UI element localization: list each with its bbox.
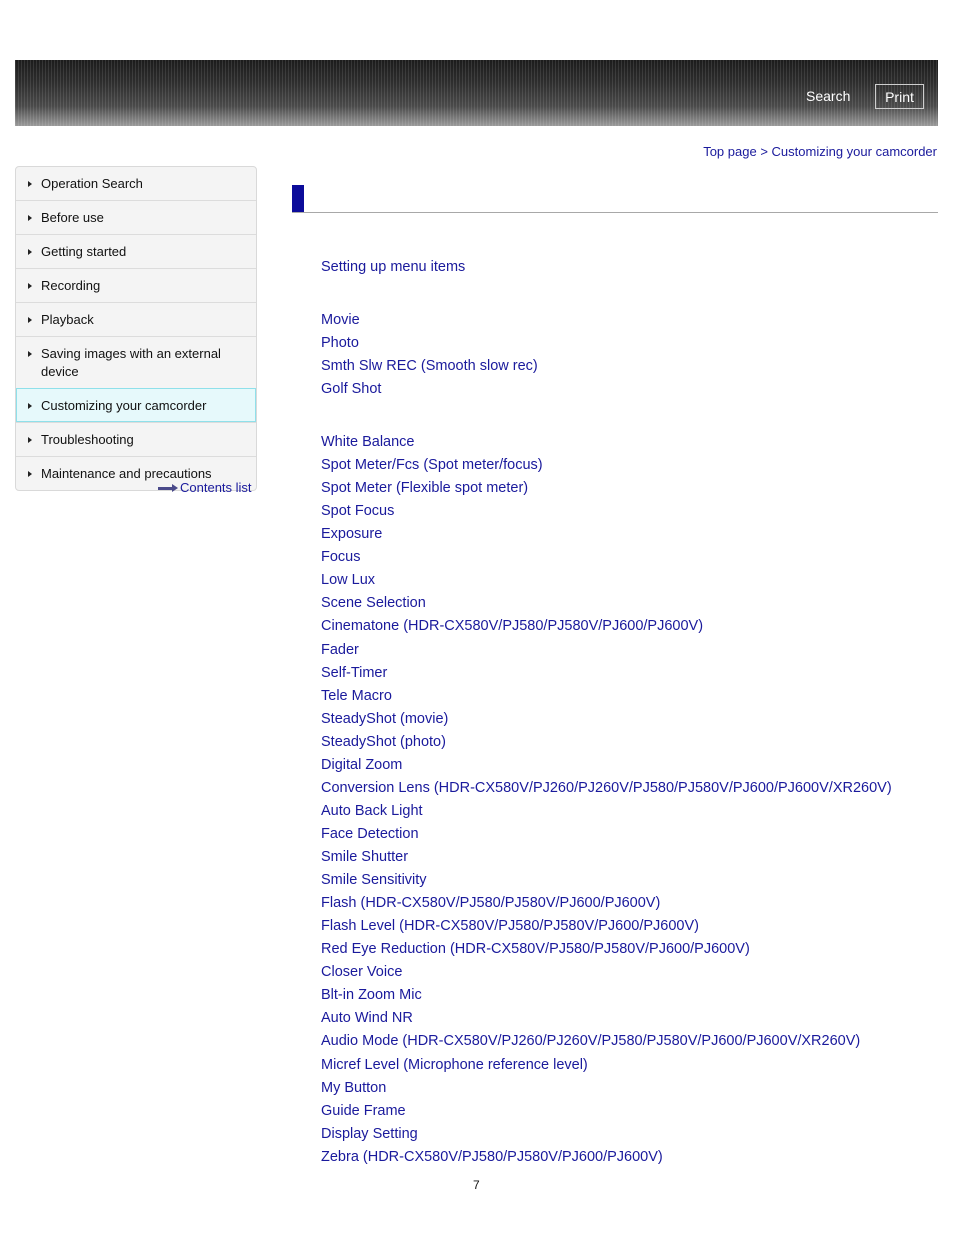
sidebar-item-playback[interactable] [16,302,256,336]
link-setting-up-menu-items[interactable]: Setting up menu items [321,259,466,275]
title-divider [292,212,938,213]
sidebar-item-customizing[interactable] [16,388,256,422]
breadcrumb-separator: > [760,144,768,159]
link-closer-voice[interactable]: Closer Voice [321,964,403,980]
sidebar-item-recording[interactable] [16,268,256,302]
link-blt-in-zoom-mic[interactable]: Blt-in Zoom Mic [321,987,422,1003]
sidebar-item-getting-started[interactable] [16,234,256,268]
link-smile-sensitivity[interactable]: Smile Sensitivity [321,872,427,888]
sidebar-item-label: Maintenance and precautions [41,466,212,481]
link-micref-level[interactable]: Micref Level (Microphone reference level) [321,1057,588,1073]
link-spot-meter-focus[interactable]: Spot Meter/Fcs (Spot meter/focus) [321,457,543,473]
link-low-lux[interactable]: Low Lux [321,572,376,588]
link-photo[interactable]: Photo [321,335,359,351]
link-audio-mode[interactable]: Audio Mode (HDR-CX580V/PJ260/PJ260V/PJ580/PJ580V/PJ600/PJ600V/XR260V) [321,1033,861,1049]
link-fader[interactable]: Fader [321,642,359,658]
link-golf-shot[interactable]: Golf Shot [321,381,382,397]
link-spot-focus[interactable]: Spot Focus [321,503,395,519]
link-flash-level[interactable]: Flash Level (HDR-CX580V/PJ580/PJ580V/PJ600/PJ600V) [321,918,699,934]
link-steadyshot-movie[interactable]: SteadyShot (movie) [321,711,449,727]
header-bar [15,60,938,126]
triangle-right-icon [28,181,32,187]
link-self-timer[interactable]: Self-Timer [321,665,388,681]
triangle-right-icon [28,283,32,289]
link-smile-shutter[interactable]: Smile Shutter [321,849,409,865]
link-conversion-lens[interactable]: Conversion Lens (HDR-CX580V/PJ260/PJ260V/PJ580/PJ580V/PJ600/PJ600V/XR260V) [321,780,892,796]
sidebar-item-saving-images[interactable] [16,336,256,388]
sidebar-item-troubleshooting[interactable] [16,422,256,456]
triangle-right-icon [28,437,32,443]
link-guide-frame[interactable]: Guide Frame [321,1103,406,1119]
title-marker [292,185,304,212]
triangle-right-icon [28,215,32,221]
contents-list-link[interactable] [158,480,252,495]
sidebar-item-operation-search[interactable] [16,167,256,200]
triangle-right-icon [28,403,32,409]
link-my-button[interactable]: My Button [321,1080,387,1096]
link-display-setting[interactable]: Display Setting [321,1126,418,1142]
contents-list-label: Contents list [180,480,252,495]
link-digital-zoom[interactable]: Digital Zoom [321,757,403,773]
triangle-right-icon [28,351,32,357]
link-focus[interactable]: Focus [321,549,361,565]
link-auto-back-light[interactable]: Auto Back Light [321,803,423,819]
link-red-eye-reduction[interactable]: Red Eye Reduction (HDR-CX580V/PJ580/PJ580V/PJ600/PJ600V) [321,941,750,957]
breadcrumb-top-link[interactable]: Top page [703,144,757,159]
triangle-right-icon [28,317,32,323]
sidebar-item-label: Saving images with an external device [41,346,221,379]
sidebar-item-label: Troubleshooting [41,432,134,447]
link-tele-macro[interactable]: Tele Macro [321,688,392,704]
link-zebra[interactable]: Zebra (HDR-CX580V/PJ580/PJ580V/PJ600/PJ600V) [321,1149,663,1165]
sidebar-item-label: Operation Search [41,176,143,191]
arrow-right-icon [158,483,178,493]
sidebar-item-label: Recording [41,278,101,293]
sidebar-nav [15,166,257,491]
page-number: 7 [473,1178,480,1192]
sidebar-item-label: Getting started [41,244,127,259]
link-cinematone[interactable]: Cinematone (HDR-CX580V/PJ580/PJ580V/PJ600/PJ600V) [321,618,704,634]
link-flash[interactable]: Flash (HDR-CX580V/PJ580/PJ580V/PJ600/PJ600V) [321,895,661,911]
sidebar-item-label: Playback [41,312,94,327]
link-smooth-slow-rec[interactable]: Smth Slw REC (Smooth slow rec) [321,358,538,374]
breadcrumb [703,144,937,159]
print-button[interactable]: Print [875,84,924,109]
link-exposure[interactable]: Exposure [321,526,383,542]
link-spot-meter[interactable]: Spot Meter (Flexible spot meter) [321,480,529,496]
search-link[interactable]: Search [806,88,851,104]
link-movie[interactable]: Movie [321,312,360,328]
triangle-right-icon [28,471,32,477]
sidebar-item-label: Customizing your camcorder [41,398,207,413]
link-scene-selection[interactable]: Scene Selection [321,595,426,611]
link-white-balance[interactable]: White Balance [321,434,415,450]
breadcrumb-current-link[interactable]: Customizing your camcorder [771,144,937,159]
sidebar-item-label: Before use [41,210,104,225]
sidebar-item-before-use[interactable] [16,200,256,234]
link-auto-wind-nr[interactable]: Auto Wind NR [321,1010,413,1026]
link-steadyshot-photo[interactable]: SteadyShot (photo) [321,734,446,750]
link-face-detection[interactable]: Face Detection [321,826,419,842]
triangle-right-icon [28,249,32,255]
